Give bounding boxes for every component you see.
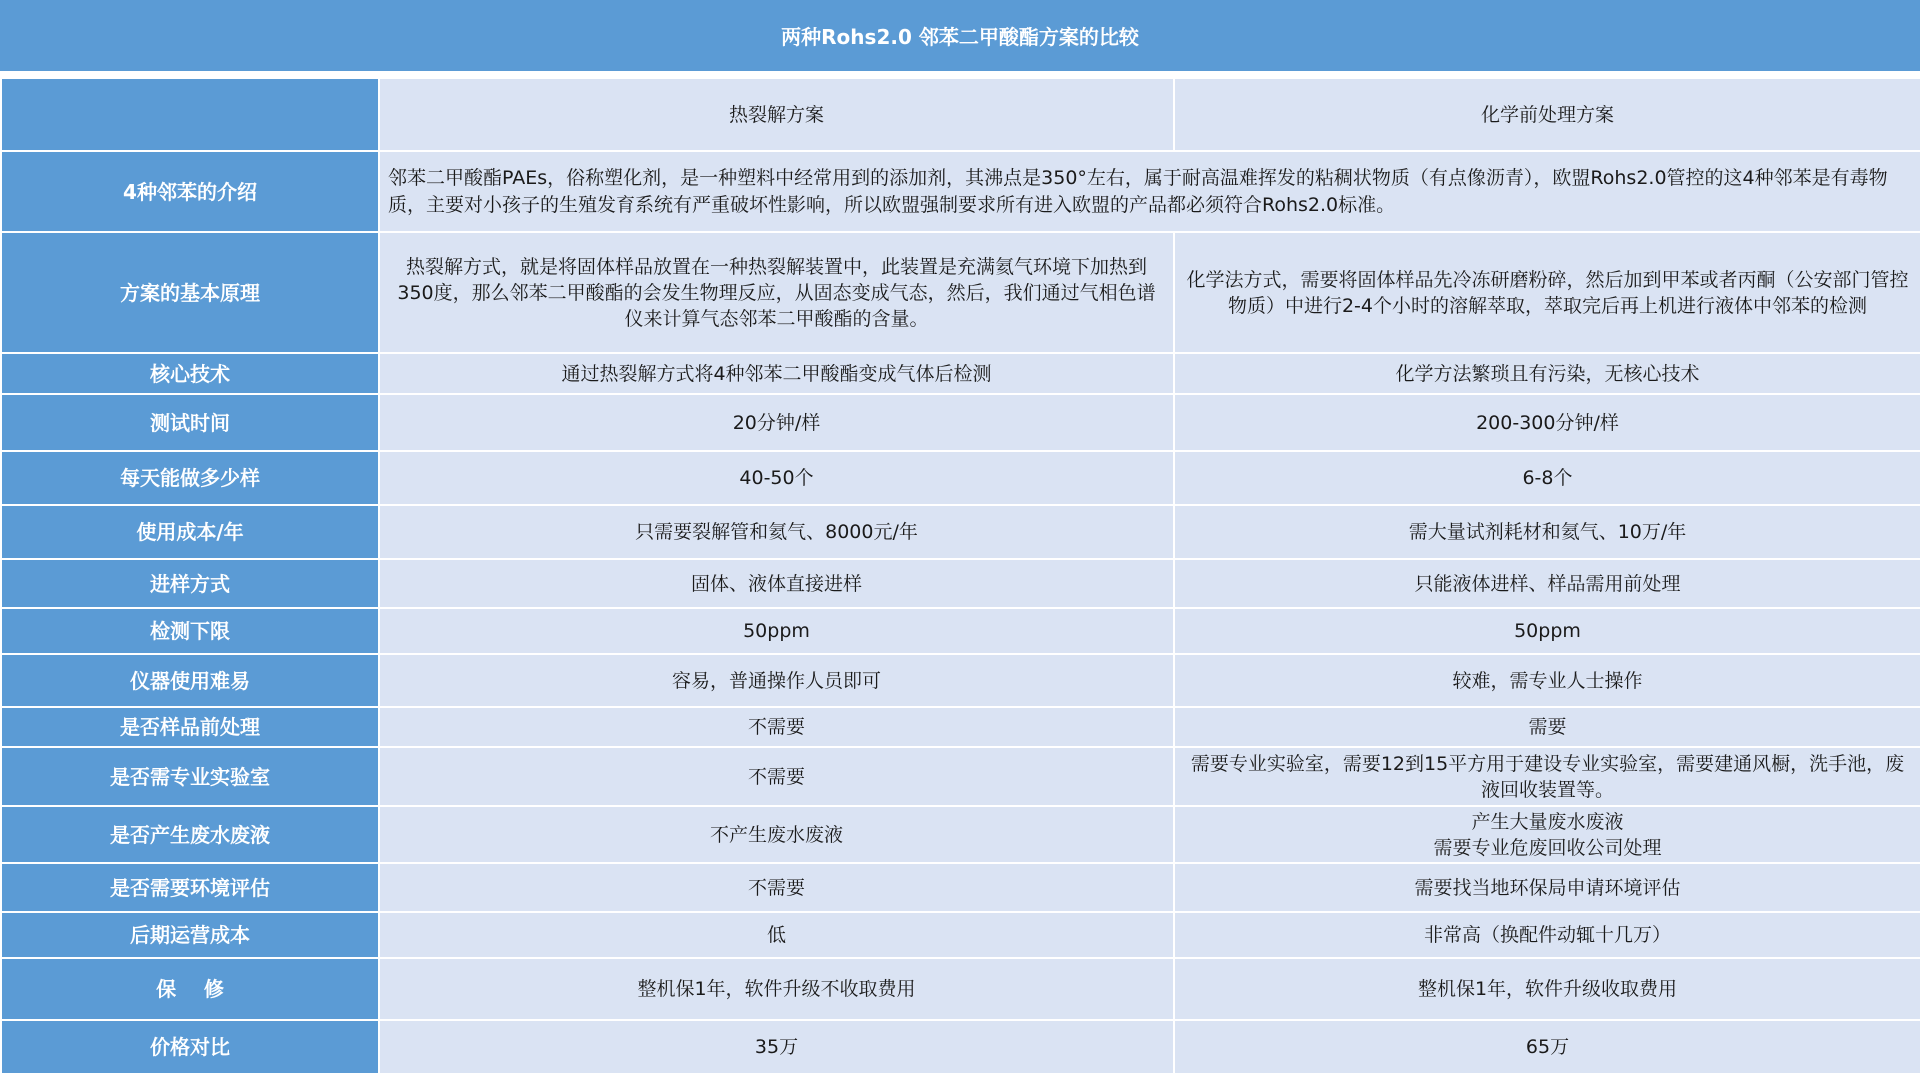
cell-pyrolysis: 热裂解方式，就是将固体样品放置在一种热裂解装置中，此装置是充满氦气环境下加热到350度，那么邻苯二甲酸酯的会发生物理反应，从固态变成气态，然后，我们通过气相色谱仪来计算气态邻苯二甲酸酯的含量。 <box>379 232 1174 353</box>
cell-chemical: 化学法方式，需要将固体样品先冷冻研磨粉碎，然后加到甲苯或者丙酮（公安部门管控物质）中进行2-4个小时的溶解萃取，萃取完后再上机进行液体中邻苯的检测 <box>1174 232 1920 353</box>
table-row <box>1 747 1920 806</box>
row-label: 是否需专业实验室 <box>1 747 379 806</box>
row-label: 每天能做多少样 <box>1 451 379 505</box>
table-row <box>1 232 1920 353</box>
cell-line: 产生大量废水废液 <box>1471 810 1624 833</box>
row-label: 方案的基本原理 <box>1 232 379 353</box>
cell-chemical: 化学方法繁琐且有污染，无核心技术 <box>1174 353 1920 394</box>
cell-pyrolysis: 固体、液体直接进样 <box>379 559 1174 608</box>
cell-chemical <box>1174 806 1920 863</box>
cell-pyrolysis: 整机保1年，软件升级不收取费用 <box>379 958 1174 1020</box>
column-header-row <box>1 78 1920 151</box>
column-header-chemical: 化学前处理方案 <box>1174 78 1920 151</box>
row-label: 测试时间 <box>1 394 379 451</box>
row-label: 保 修 <box>1 958 379 1020</box>
cell-pyrolysis: 35万 <box>379 1020 1174 1074</box>
cell-chemical: 50ppm <box>1174 608 1920 654</box>
table-row <box>1 559 1920 608</box>
table-row <box>1 912 1920 958</box>
table-row <box>1 654 1920 707</box>
cell-pyrolysis: 不需要 <box>379 863 1174 912</box>
cell-pyrolysis: 容易，普通操作人员即可 <box>379 654 1174 707</box>
cell-pyrolysis: 只需要裂解管和氦气、8000元/年 <box>379 505 1174 559</box>
page-title: 两种Rohs2.0 邻苯二甲酸酯方案的比较 <box>0 0 1920 71</box>
intro-text: 邻苯二甲酸酯PAEs，俗称塑化剂，是一种塑料中经常用到的添加剂，其沸点是350°左右，属于耐高温难挥发的粘稠状物质（有点像沥青），欧盟Rohs2.0管控的这4种邻苯是有毒物质，主要对小孩子的生殖发育系统有严重破坏性影响，所以欧盟强制要求所有进入欧盟的产品都必须符合Rohs2.0标准。 <box>379 151 1920 232</box>
cell-pyrolysis: 不需要 <box>379 707 1174 747</box>
cell-pyrolysis: 50ppm <box>379 608 1174 654</box>
intro-row <box>1 151 1920 232</box>
row-label: 进样方式 <box>1 559 379 608</box>
table-row <box>1 353 1920 394</box>
row-label: 是否产生废水废液 <box>1 806 379 863</box>
table-row <box>1 505 1920 559</box>
table-row <box>1 958 1920 1020</box>
cell-pyrolysis: 20分钟/样 <box>379 394 1174 451</box>
table-row <box>1 1020 1920 1074</box>
column-header-pyrolysis: 热裂解方案 <box>379 78 1174 151</box>
corner-header-cell <box>1 78 379 151</box>
cell-chemical: 较难，需专业人士操作 <box>1174 654 1920 707</box>
cell-pyrolysis: 不产生废水废液 <box>379 806 1174 863</box>
row-label: 是否需要环境评估 <box>1 863 379 912</box>
row-label: 仪器使用难易 <box>1 654 379 707</box>
cell-chemical: 需大量试剂耗材和氦气、10万/年 <box>1174 505 1920 559</box>
table-row <box>1 608 1920 654</box>
comparison-table <box>0 77 1920 1075</box>
cell-pyrolysis: 不需要 <box>379 747 1174 806</box>
cell-chemical: 只能液体进样、样品需用前处理 <box>1174 559 1920 608</box>
cell-line: 需要专业危废回收公司处理 <box>1433 836 1662 859</box>
table-row <box>1 863 1920 912</box>
table-row <box>1 451 1920 505</box>
cell-chemical: 需要找当地环保局申请环境评估 <box>1174 863 1920 912</box>
row-label: 检测下限 <box>1 608 379 654</box>
cell-chemical: 6-8个 <box>1174 451 1920 505</box>
row-label: 是否样品前处理 <box>1 707 379 747</box>
cell-pyrolysis: 低 <box>379 912 1174 958</box>
row-label: 4种邻苯的介绍 <box>1 151 379 232</box>
table-row <box>1 394 1920 451</box>
table-row <box>1 707 1920 747</box>
row-label: 使用成本/年 <box>1 505 379 559</box>
cell-chemical: 200-300分钟/样 <box>1174 394 1920 451</box>
cell-chemical: 需要 <box>1174 707 1920 747</box>
row-label: 价格对比 <box>1 1020 379 1074</box>
cell-chemical: 需要专业实验室，需要12到15平方用于建设专业实验室，需要建通风橱，洗手池，废液回收装置等。 <box>1174 747 1920 806</box>
cell-chemical: 非常高（换配件动辄十几万） <box>1174 912 1920 958</box>
table-row <box>1 806 1920 863</box>
row-label: 后期运营成本 <box>1 912 379 958</box>
cell-pyrolysis: 通过热裂解方式将4种邻苯二甲酸酯变成气体后检测 <box>379 353 1174 394</box>
cell-pyrolysis: 40-50个 <box>379 451 1174 505</box>
cell-chemical: 65万 <box>1174 1020 1920 1074</box>
row-label: 核心技术 <box>1 353 379 394</box>
cell-chemical: 整机保1年，软件升级收取费用 <box>1174 958 1920 1020</box>
